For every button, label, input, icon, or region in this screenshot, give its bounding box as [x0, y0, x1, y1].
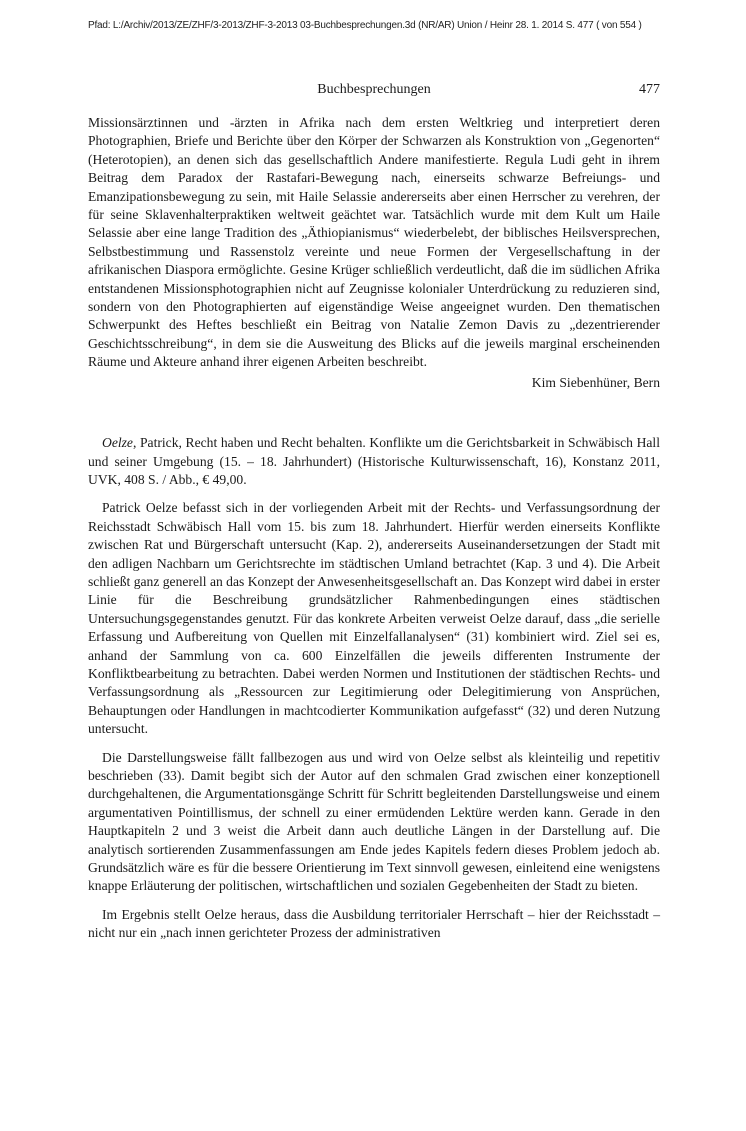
page-body: [88, 114, 660, 943]
review-citation: [88, 434, 660, 489]
file-path-header: Pfad: L:/Archiv/2013/ZE/ZHF/3-2013/ZHF-3-2013 03-Buchbesprechungen.3d (NR/AR) Union / Heinr 28. 1. 2014 S. 477 ( von 554 ): [88, 20, 642, 31]
review-paragraph: Die Darstellungsweise fällt fallbezogen aus und wird von Oelze selbst als kleinteilig und repetitiv beschrieben (33). Damit begibt sich der Autor auf den schmalen Grad zwischen einer konzeptionell durchgehaltenen, die Argumentationsgänge Schritt für Schritt begleitenden Darstellungsweise und einem argumentativen Pointillismus, der schnell zu einer ermüdenden Lektüre werden kann. Gerade in den Hauptkapiteln 2 und 3 weist die Arbeit dann auch deutliche Längen in der Darstellung auf. Die analytisch sortierenden Zusammenfassungen am Ende jedes Kapitels federn dieses Problem jedoch ab. Grundsätzlich wäre es für die bessere Orientierung im Text sinnvoll gewesen, einleitend eine wenigstens knappe Erläuterung der politischen, wirtschaftlichen und sozialen Gegebenheiten der Stadt zu bieten.: [88, 749, 660, 894]
running-head: [88, 82, 660, 102]
page-number: 477: [639, 82, 660, 97]
review-paragraph: Patrick Oelze befasst sich in der vorliegenden Arbeit mit der Rechts- und Verfassungsordnung der Reichsstadt Schwäbisch Hall vom 15. bis zum 18. Jahrhundert. Hierfür werden einerseits Konflikte zwischen Rat und Bürgerschaft untersucht (Kap. 2), andererseits Auseinandersetzungen der Stadt mit den adligen Nachbarn um Gerichtsrechte im städtischen Umland betrachtet (Kap. 3 und 4). Die Arbeit schließt ganz generell an das Konzept der Anwesenheitsgesellschaft an. Das Konzept wird dabei in erster Linie für die Beschreibung grundsätzlicher Rahmenbedingungen eines städtischen Untersuchungsgegenstandes genutzt. Für das konkrete Arbeiten verweist Oelze darauf, dass „die serielle Erfassung und Aufbereitung von Quellen mit Einzelfallanalysen“ (31) kombiniert wird. Ziel sei es, anhand der Sammlung von ca. 600 Einzelfällen die jeweils differenten Instrumente der Konfliktbearbeitung zu betrachten. Dabei werden Normen und Institutionen der städtischen Rechts- und Verfassungsordnung als „Ressourcen zur Legitimierung oder Delegitimierung von Ansprüchen, Behauptungen oder Handlungen in machtcodierter Kommunikation aufgefasst“ (32) und deren Nutzung untersucht.: [88, 500, 660, 737]
running-title: Buchbesprechungen: [317, 82, 431, 97]
previous-review-text: Missionsärztinnen und -ärzten in Afrika nach dem ersten Weltkrieg und interpretiert deren Photographien, Briefe und Berichte über den Körper der Schwarzen als Konstruktion von „Gegenorten“ (Heterotopien), an denen sich das gesellschaftlich Andere manifestierte. Regula Ludi geht in ihrem Beitrag dem Paradox der Rastafari-Bewegung nach, einerseits schwarze Befreiungs- und Emanzipationsbewegung zu sein, mit Haile Selassie andererseits aber einen Herrscher zu verehren, der für seine Sklavenhalterpraktiken weltweit geächtet war. Tatsächlich wurde mit dem Kult um Haile Selassie aber eine lange Tradition des „Äthiopianismus“ wiederbelebt, der biblisches Heilsversprechen, Selbstbestimmung und Rassenstolz vereinte und neue Formen der Vergesellschaftung in der afrikanischen Diaspora ermöglichte. Gesine Krüger schließlich verdeutlicht, daß die im südlichen Afrika entstandenen Missionsphotographien nicht auf Zeugnisse kolonialer Unterdrückung zu reduzieren sind, sondern von den Photographierten auf eigenständige Weise angeeignet wurden. Den thematischen Schwerpunkt des Heftes beschließt ein Beitrag von Natalie Zemon Davis zu „dezentrierender Geschichtsschreibung“, in dem sie die Ausweitung des Blicks auf die jeweils marginal erscheinenden Räume und Akteure anhand ihrer eigenen Arbeiten beschreibt.: [88, 115, 660, 370]
reviewer-signature: Kim Siebenhüner, Bern: [531, 374, 660, 390]
review-citation-details: , Patrick, Recht haben und Recht behalten. Konflikte um die Gerichtsbarkeit in Schwäbisch Hall und seiner Umgebung (15. – 18. Jahrhundert) (Historische Kulturwissenschaft, 16), Konstanz 2011, UVK, 408 S. / Abb., € 49,00.: [88, 435, 660, 487]
review-author-surname: Oelze: [102, 435, 133, 451]
review-paragraph: Im Ergebnis stellt Oelze heraus, dass die Ausbildung territorialer Herrschaft – hier der Reichsstadt – nicht nur ein „nach innen gerichteter Prozess der administrativen: [88, 906, 660, 941]
